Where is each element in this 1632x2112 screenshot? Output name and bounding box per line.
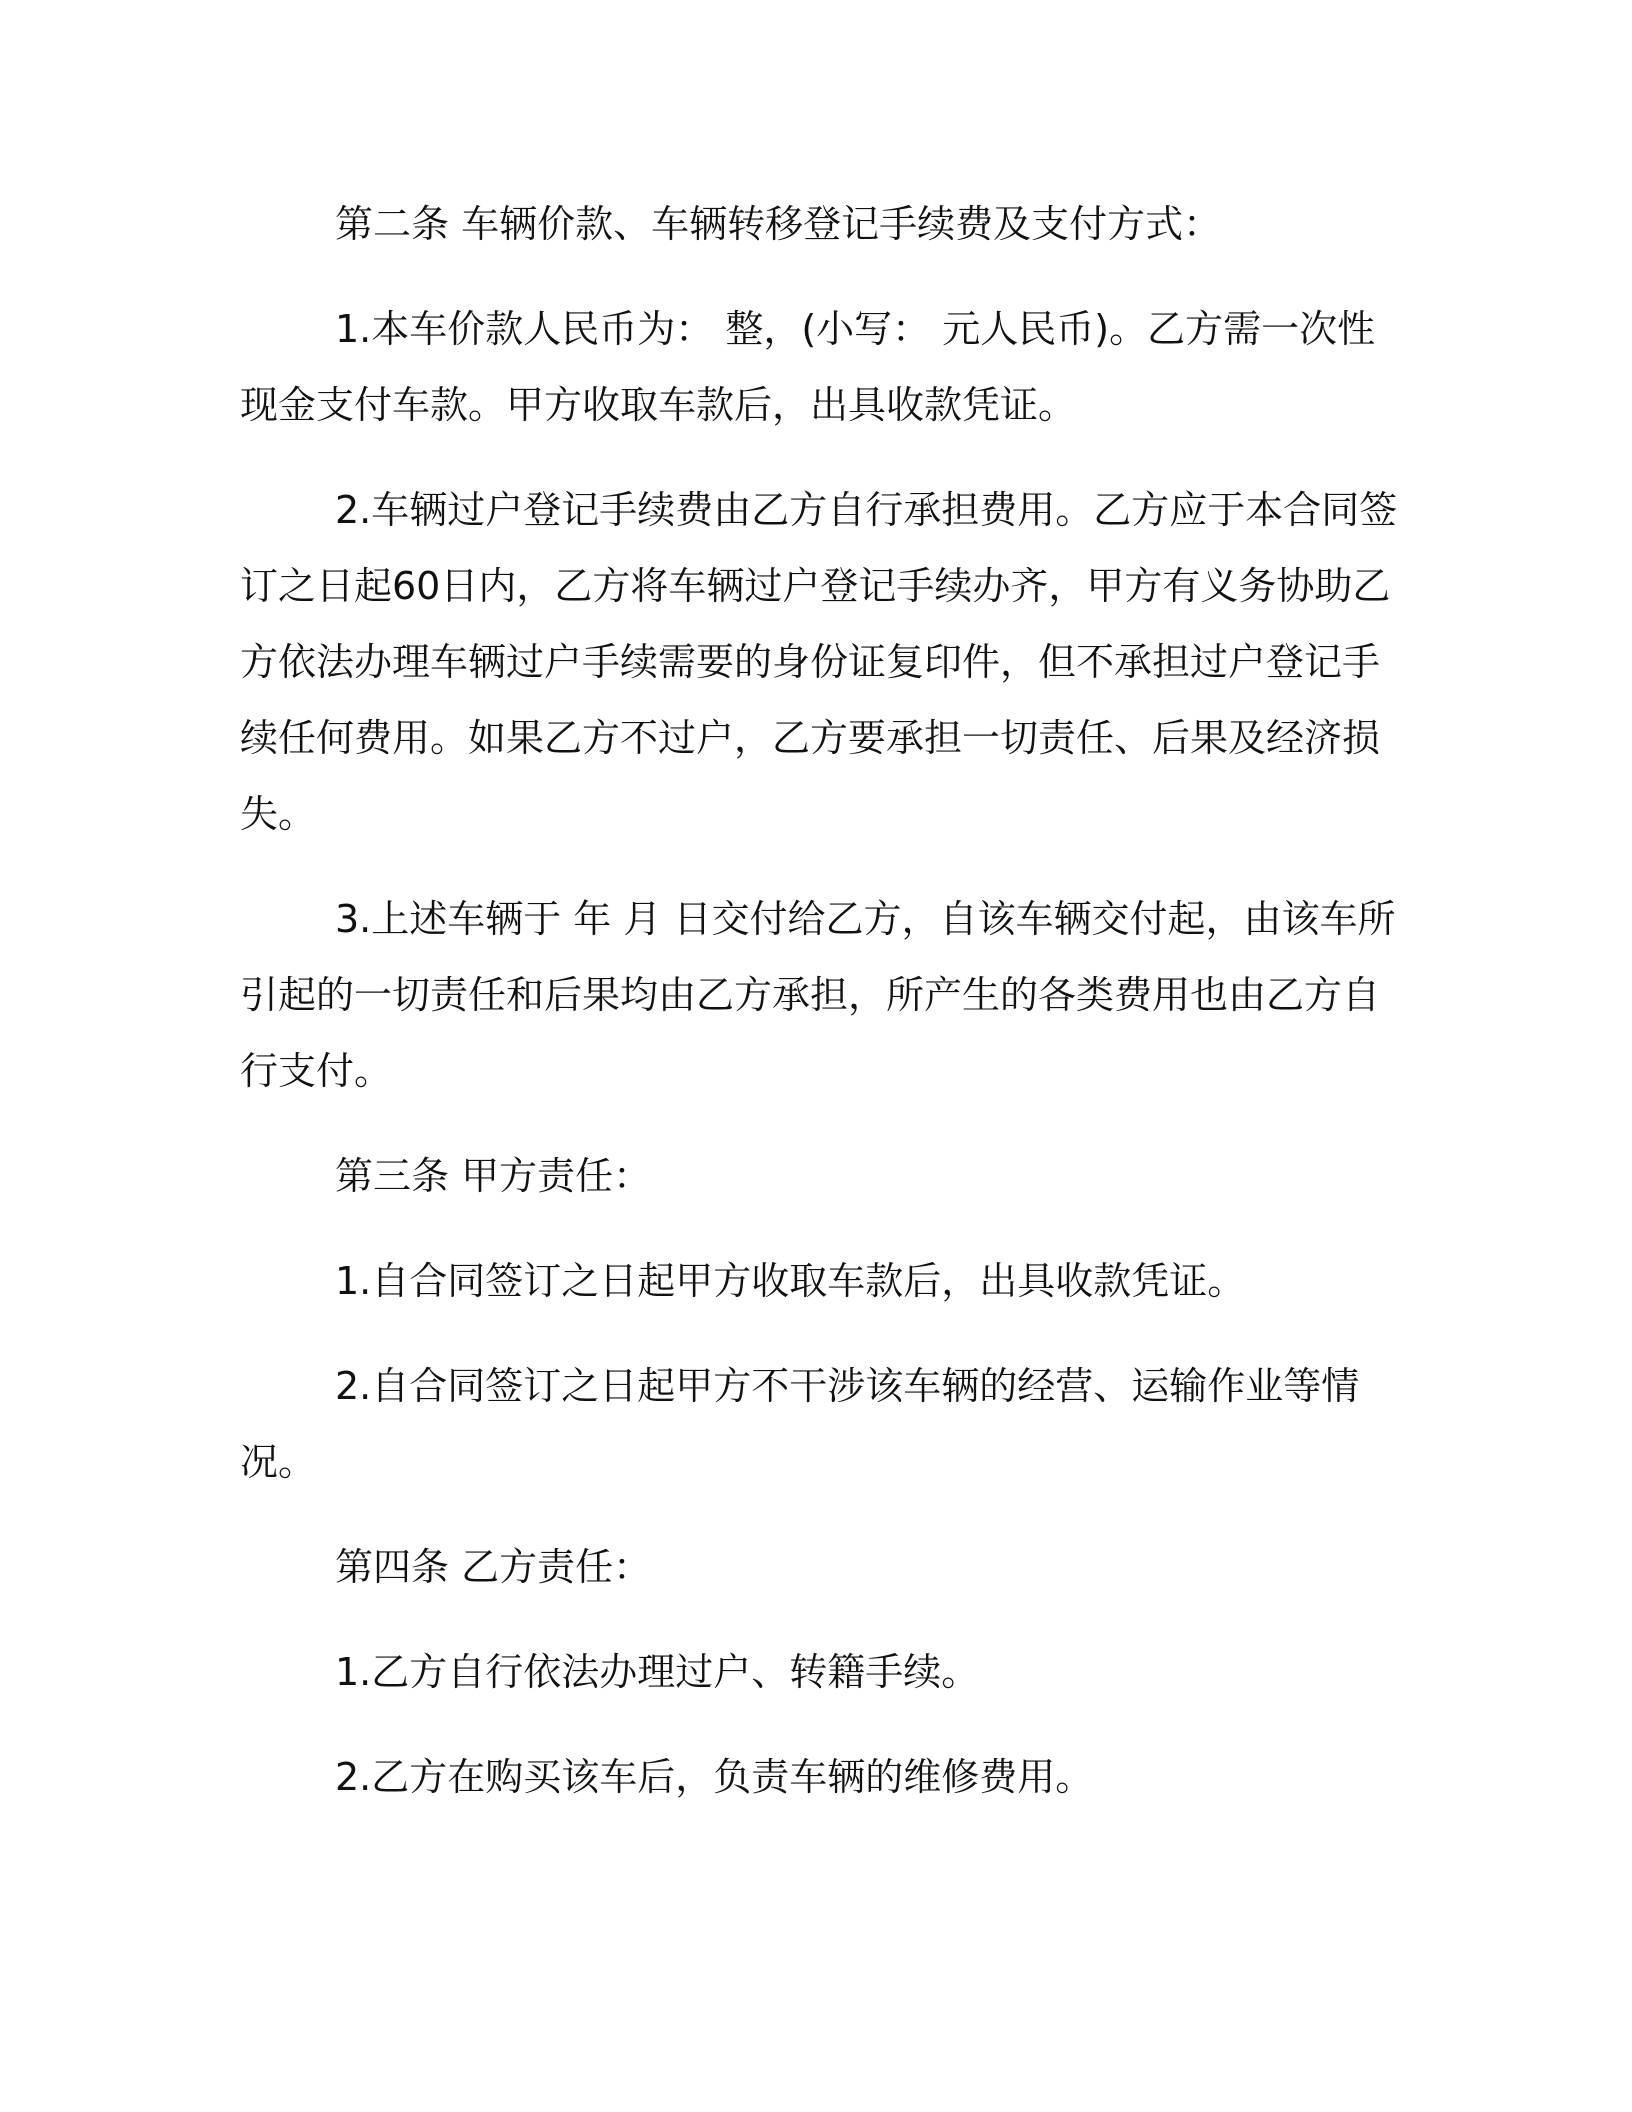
article-2-heading: 第二条 车辆价款、车辆转移登记手续费及支付方式： bbox=[335, 202, 1222, 246]
article-4-clause-1: 1.乙方自行依法办理过户、转籍手续。 bbox=[335, 1650, 980, 1694]
document-body bbox=[240, 186, 1400, 1815]
article-2-clause-3: 3.上述车辆于 年 月 日交付给乙方，自该车辆交付起，由该车所引起的一切责任和后果均由乙方承担，所产生的各类费用也由乙方自行支付。 bbox=[240, 897, 1396, 1093]
article-4-heading: 第四条 乙方责任： bbox=[335, 1545, 652, 1589]
article-3-heading: 第三条 甲方责任： bbox=[335, 1154, 652, 1198]
article-2-clause-2: 2.车辆过户登记手续费由乙方自行承担费用。乙方应于本合同签订之日起60日内，乙方将车辆过户登记手续办齐，甲方有义务协助乙方依法办理车辆过户手续需要的身份证复印件，但不承担过户登记手续任何费用。如果乙方不过户，乙方要承担一切责任、后果及经济损失。 bbox=[240, 488, 1398, 836]
article-3-clause-2: 2.自合同签订之日起甲方不干涉该车辆的经营、运输作业等情况。 bbox=[240, 1364, 1360, 1484]
article-4-clause-2: 2.乙方在购买该车后，负责车辆的维修费用。 bbox=[335, 1755, 1094, 1799]
article-2-clause-1: 1.本车价款人民币为： 整，(小写： 元人民币)。乙方需一次性现金支付车款。甲方收取车款后，出具收款凭证。 bbox=[240, 307, 1376, 427]
article-3-clause-1: 1.自合同签订之日起甲方收取车款后，出具收款凭证。 bbox=[335, 1259, 1246, 1303]
